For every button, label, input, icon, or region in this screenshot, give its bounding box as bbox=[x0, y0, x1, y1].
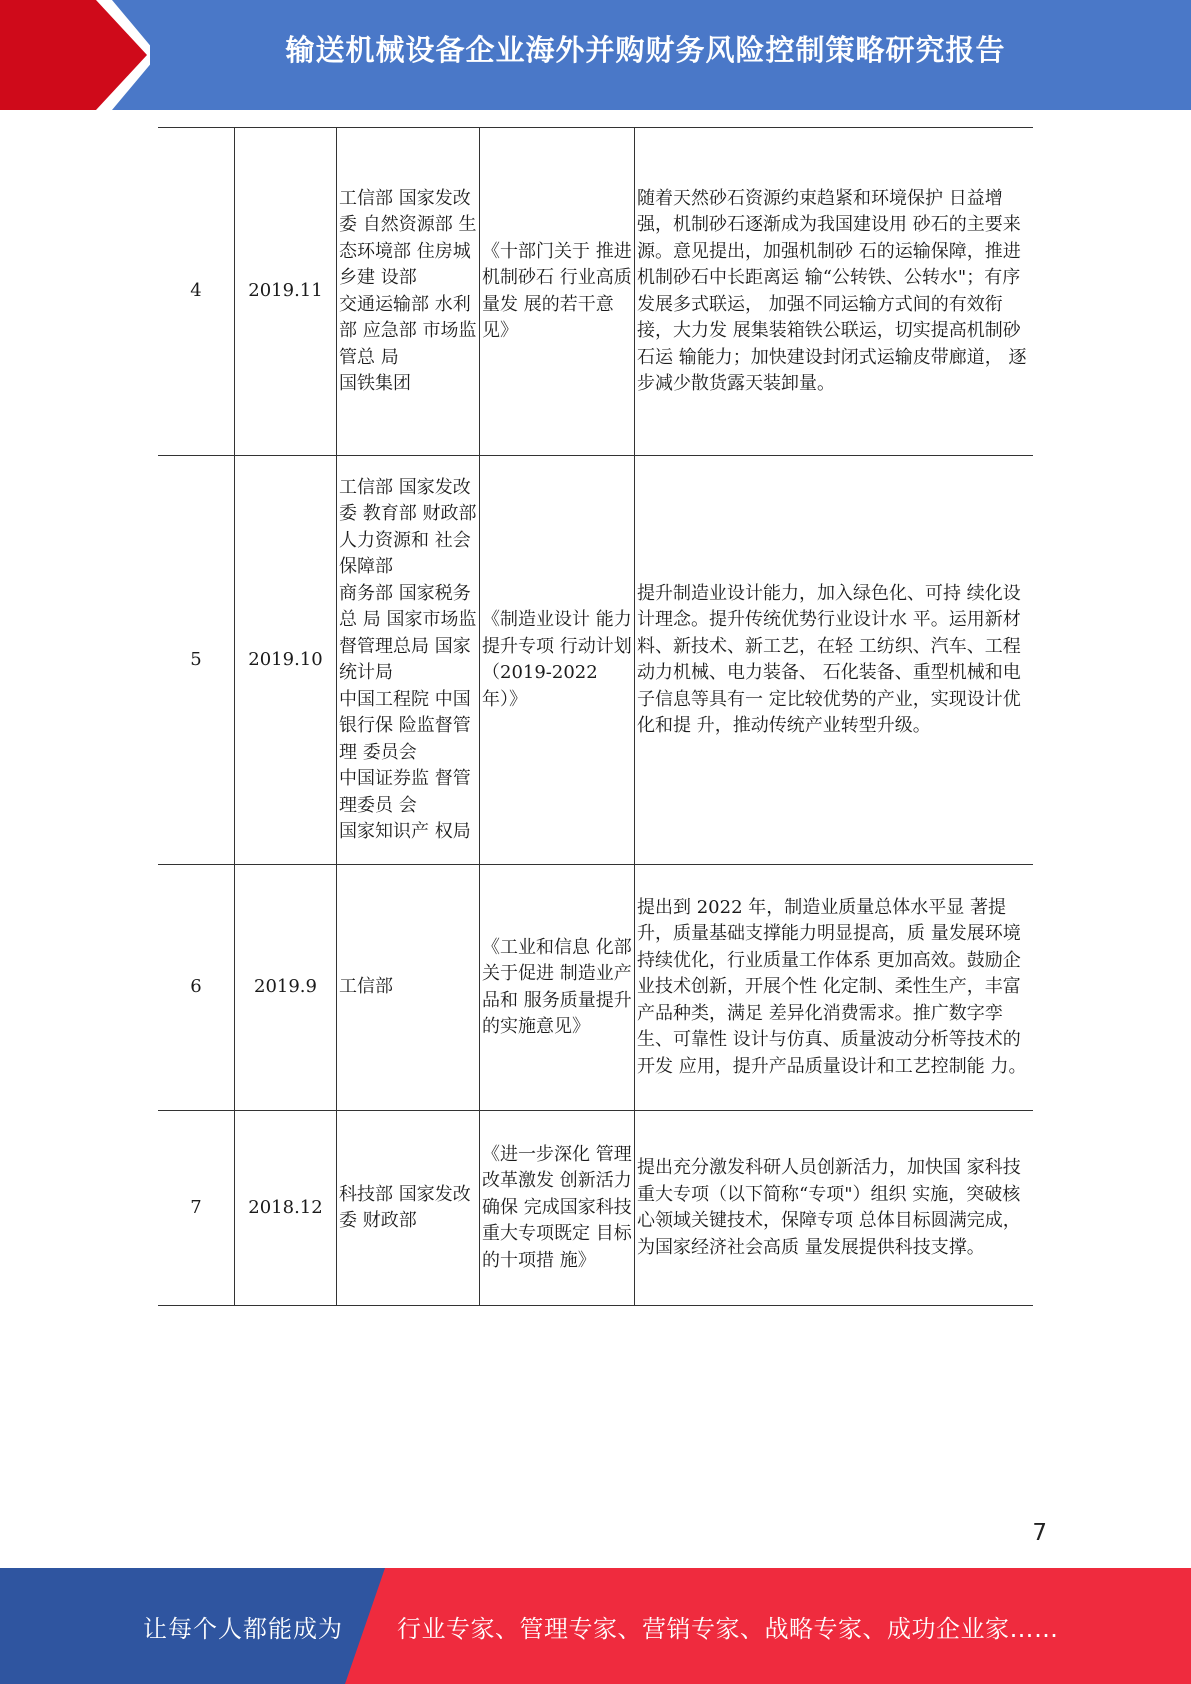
report-title: 输送机械设备企业海外并购财务风险控制策略研究报告 bbox=[285, 33, 1006, 67]
row-number: 4 bbox=[158, 128, 235, 456]
footer-slogan-left: 让每个人都能成为 bbox=[143, 1615, 343, 1643]
policy-document bbox=[480, 865, 635, 1111]
table-row bbox=[158, 456, 1033, 865]
departments-text: 工信部 bbox=[339, 976, 393, 998]
departments-text: 工信部 国家发改委 教育部 财政部 人力资源和 社会保障部 商务部 国家税务总 局 国家市场监 督管理总局 国家统计局 中国工程院 中国银行保 险监督管理 委员会 中国证券监 督管理委员 会 国家知识产 权局 bbox=[339, 476, 477, 842]
content-text: 提出充分激发科研人员创新活力，加快国 家科技重大专项（以下简称“专项"）组织 实施，突破核心领域关键技术，保障专项 总体目标圆满完成，为国家经济社会高质 量发展提供科技支撑。 bbox=[637, 1157, 1021, 1258]
table-row bbox=[158, 865, 1033, 1111]
document-text: 《十部门关于 推进机制砂石 行业高质量发 展的若干意 见》 bbox=[482, 240, 632, 341]
policy-document bbox=[480, 1111, 635, 1306]
departments-text: 科技部 国家发改委 财政部 bbox=[339, 1183, 471, 1231]
issue-date: 2019.9 bbox=[235, 865, 337, 1111]
content-text: 提出到 2022 年，制造业质量总体水平显 著提升，质量基础支撑能力明显提高，质 量发展环境持续优化，行业质量工作体系 更加高效。鼓励企业技术创新，开展个性 化定制、柔性生产，丰富产品种类，满足 差异化消费需求。推广数字孪生、可靠性 设计与仿真、质量波动分析等技术的开发 应用，提升产品质量设计和工艺控制能 力。 bbox=[637, 896, 1027, 1077]
table-row bbox=[158, 1111, 1033, 1306]
issue-date: 2019.11 bbox=[235, 128, 337, 456]
policy-content bbox=[635, 128, 1034, 456]
policy-document bbox=[480, 456, 635, 865]
content-text: 随着天然砂石资源约束趋紧和环境保护 日益增强，机制砂石逐渐成为我国建设用 砂石的主要来源。意见提出，加强机制砂 石的运输保障，推进机制砂石中长距离运 输“公转铁、公转水"；有序发展多式联运， 加强不同运输方式间的有效衔接，大力发 展集装箱铁公联运，切实提高机制砂石运 输能力；加快建设封闭式运输皮带廊道， 逐步减少散货露天装卸量。 bbox=[637, 187, 1027, 394]
page-number: 7 bbox=[1032, 1520, 1047, 1546]
row-number: 7 bbox=[158, 1111, 235, 1306]
page-header bbox=[0, 0, 1191, 110]
policy-content bbox=[635, 1111, 1034, 1306]
policy-table bbox=[158, 127, 1033, 1306]
table-row bbox=[158, 128, 1033, 456]
issuing-departments bbox=[337, 456, 480, 865]
row-number: 6 bbox=[158, 865, 235, 1111]
document-text: 《制造业设计 能力提升专项 行动计划 （2019-2022 年）》 bbox=[482, 609, 632, 710]
row-number: 5 bbox=[158, 456, 235, 865]
page-footer bbox=[0, 1568, 1191, 1684]
policy-document bbox=[480, 128, 635, 456]
issuing-departments bbox=[337, 128, 480, 456]
issuing-departments bbox=[337, 865, 480, 1111]
issuing-departments bbox=[337, 1111, 480, 1306]
issue-date: 2019.10 bbox=[235, 456, 337, 865]
content-text: 提升制造业设计能力，加入绿色化、可持 续化设计理念。提升传统优势行业设计水 平。运用新材料、新技术、新工艺，在轻 工纺织、汽车、工程动力机械、电力装备、 石化装备、重型机械和电子信息等具有一 定比较优势的产业，实现设计优化和提 升，推动传统产业转型升级。 bbox=[637, 582, 1021, 736]
policy-content bbox=[635, 456, 1034, 865]
policy-content bbox=[635, 865, 1034, 1111]
issue-date: 2018.12 bbox=[235, 1111, 337, 1306]
header-arrow-decoration bbox=[0, 0, 150, 110]
departments-text: 工信部 国家发改委 自然资源部 生态环境部 住房城乡建 设部 交通运输部 水利部 应急部 市场监管总 局 国铁集团 bbox=[339, 187, 477, 394]
document-text: 《工业和信息 化部关于促进 制造业产品和 服务质量提升 的实施意见》 bbox=[482, 936, 632, 1037]
document-text: 《进一步深化 管理改革激发 创新活力确保 完成国家科技 重大专项既定 目标的十项措 施》 bbox=[482, 1143, 632, 1271]
footer-slogan-right: 行业专家、管理专家、营销专家、战略专家、成功企业家…… bbox=[397, 1615, 1059, 1643]
